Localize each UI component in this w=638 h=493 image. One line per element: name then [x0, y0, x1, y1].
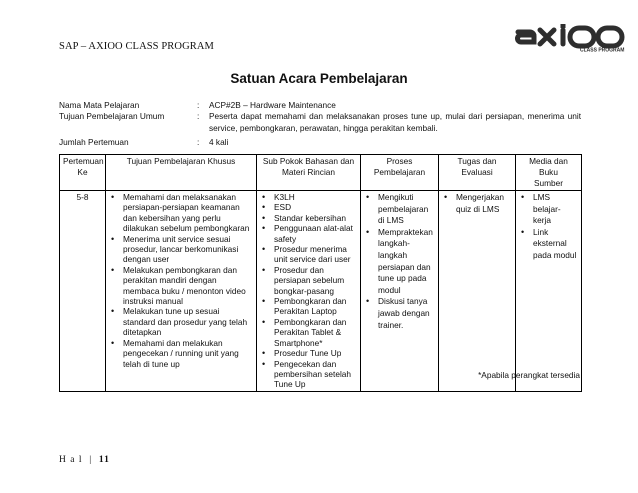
footnote: *Apabila perangkat tersedia	[478, 370, 580, 380]
list-item: • Standar kebersihan	[260, 213, 357, 223]
list-item: • Mempraktekan langkah-langkah persiapan dan tune up pada modul	[364, 227, 435, 297]
meta-colon: :	[197, 111, 200, 122]
cell-tujuan	[106, 191, 257, 392]
col-header-media: Media dan Buku Sumber	[516, 155, 582, 191]
list-item: • Prosedur menerima unit service dari user	[260, 244, 357, 265]
list-item: • Mengikuti pembelajaran di LMS	[364, 192, 435, 227]
list-item: • Penggunaan alat-alat safety	[260, 223, 357, 244]
col-header-pertemuan: Pertemuan Ke	[60, 155, 106, 191]
meta-colon: :	[197, 100, 200, 110]
list-item: • Pengecekan dan pembersihan setelah Tune Up	[260, 359, 357, 390]
list-item: • Mengerjakan quiz di LMS	[442, 192, 512, 215]
col-header-tujuan: Tujuan Pembelajaran Khusus	[106, 155, 257, 191]
list-item: • LMS belajar-kerja	[519, 192, 578, 227]
list-item: • Menerima unit service sesuai prosedur, lancar berkomunikasi dengan user	[109, 234, 253, 265]
meta-colon: :	[197, 137, 200, 148]
axioo-logo	[512, 24, 626, 52]
cell-materi	[257, 191, 361, 392]
meta-row-meetings	[59, 137, 581, 148]
list-item: • Pembongkaran dan Perakitan Laptop	[260, 296, 357, 317]
list-item: • Melakukan tune up sesuai standard dan prosedur yang telah ditetapkan	[109, 306, 253, 337]
col-header-tugas: Tugas dan Evaluasi	[439, 155, 516, 191]
col-header-proses: Proses Pembelajaran	[361, 155, 439, 191]
cell-proses	[361, 191, 439, 392]
list-item: • Pembongkaran dan Perakitan Tablet & Smartphone*	[260, 317, 357, 348]
meta-row-goal	[59, 111, 581, 134]
footer-prefix: H a l |	[59, 455, 99, 465]
cell-media	[516, 191, 582, 392]
svg-text:CLASS PROGRAM: CLASS PROGRAM	[580, 47, 625, 52]
cell-pertemuan: 5-8	[60, 191, 106, 392]
list-item: • Memahami dan melakukan pengecekan / running unit yang telah di tune up	[109, 338, 253, 369]
col-header-materi: Sub Pokok Bahasan dan Materi Rincian	[257, 155, 361, 191]
list-item: • Prosedur dan persiapan sebelum bongkar-pasang	[260, 265, 357, 296]
meta-row-course	[59, 100, 581, 111]
table-row	[60, 191, 582, 392]
cell-tugas	[439, 191, 516, 392]
list-item: • Prosedur Tune Up	[260, 348, 357, 358]
list-item: • Diskusi tanya jawab dengan trainer.	[364, 296, 435, 331]
page-title: Satuan Acara Pembelajaran	[230, 71, 408, 86]
meta-label: Tujuan Pembelajaran Umum	[59, 111, 165, 122]
page-number: 11	[98, 455, 110, 465]
meta-label: Nama Mata Pelajaran	[59, 100, 140, 110]
list-item: • Memahami dan melaksanakan persiapan-persiapan keamanan dan kebersihan yang perlu dilakukan sebelum pembongkaran	[109, 192, 253, 234]
header-program: SAP – AXIOO CLASS PROGRAM	[59, 41, 214, 52]
list-item: • ESD	[260, 202, 357, 212]
lesson-plan-table	[59, 154, 582, 392]
list-item: • K3LH	[260, 192, 357, 202]
meta-value: 4 kali	[209, 137, 229, 148]
page-footer	[59, 455, 110, 465]
list-item: • Melakukan pembongkaran dan perakitan mandiri dengan membaca buku / menonton video instruksi manual	[109, 265, 253, 307]
meta-value: ACP#2B – Hardware Maintenance	[209, 100, 336, 110]
list-item: • Link eksternal pada modul	[519, 227, 578, 262]
course-meta	[59, 100, 581, 149]
meta-value: Peserta dapat memahami dan melaksanakan proses tune up, mulai dari persiapan, menerima unit service, pembongkaran, perawatan, hingga perakitan kembali.	[209, 111, 581, 133]
meta-label: Jumlah Pertemuan	[59, 137, 129, 148]
